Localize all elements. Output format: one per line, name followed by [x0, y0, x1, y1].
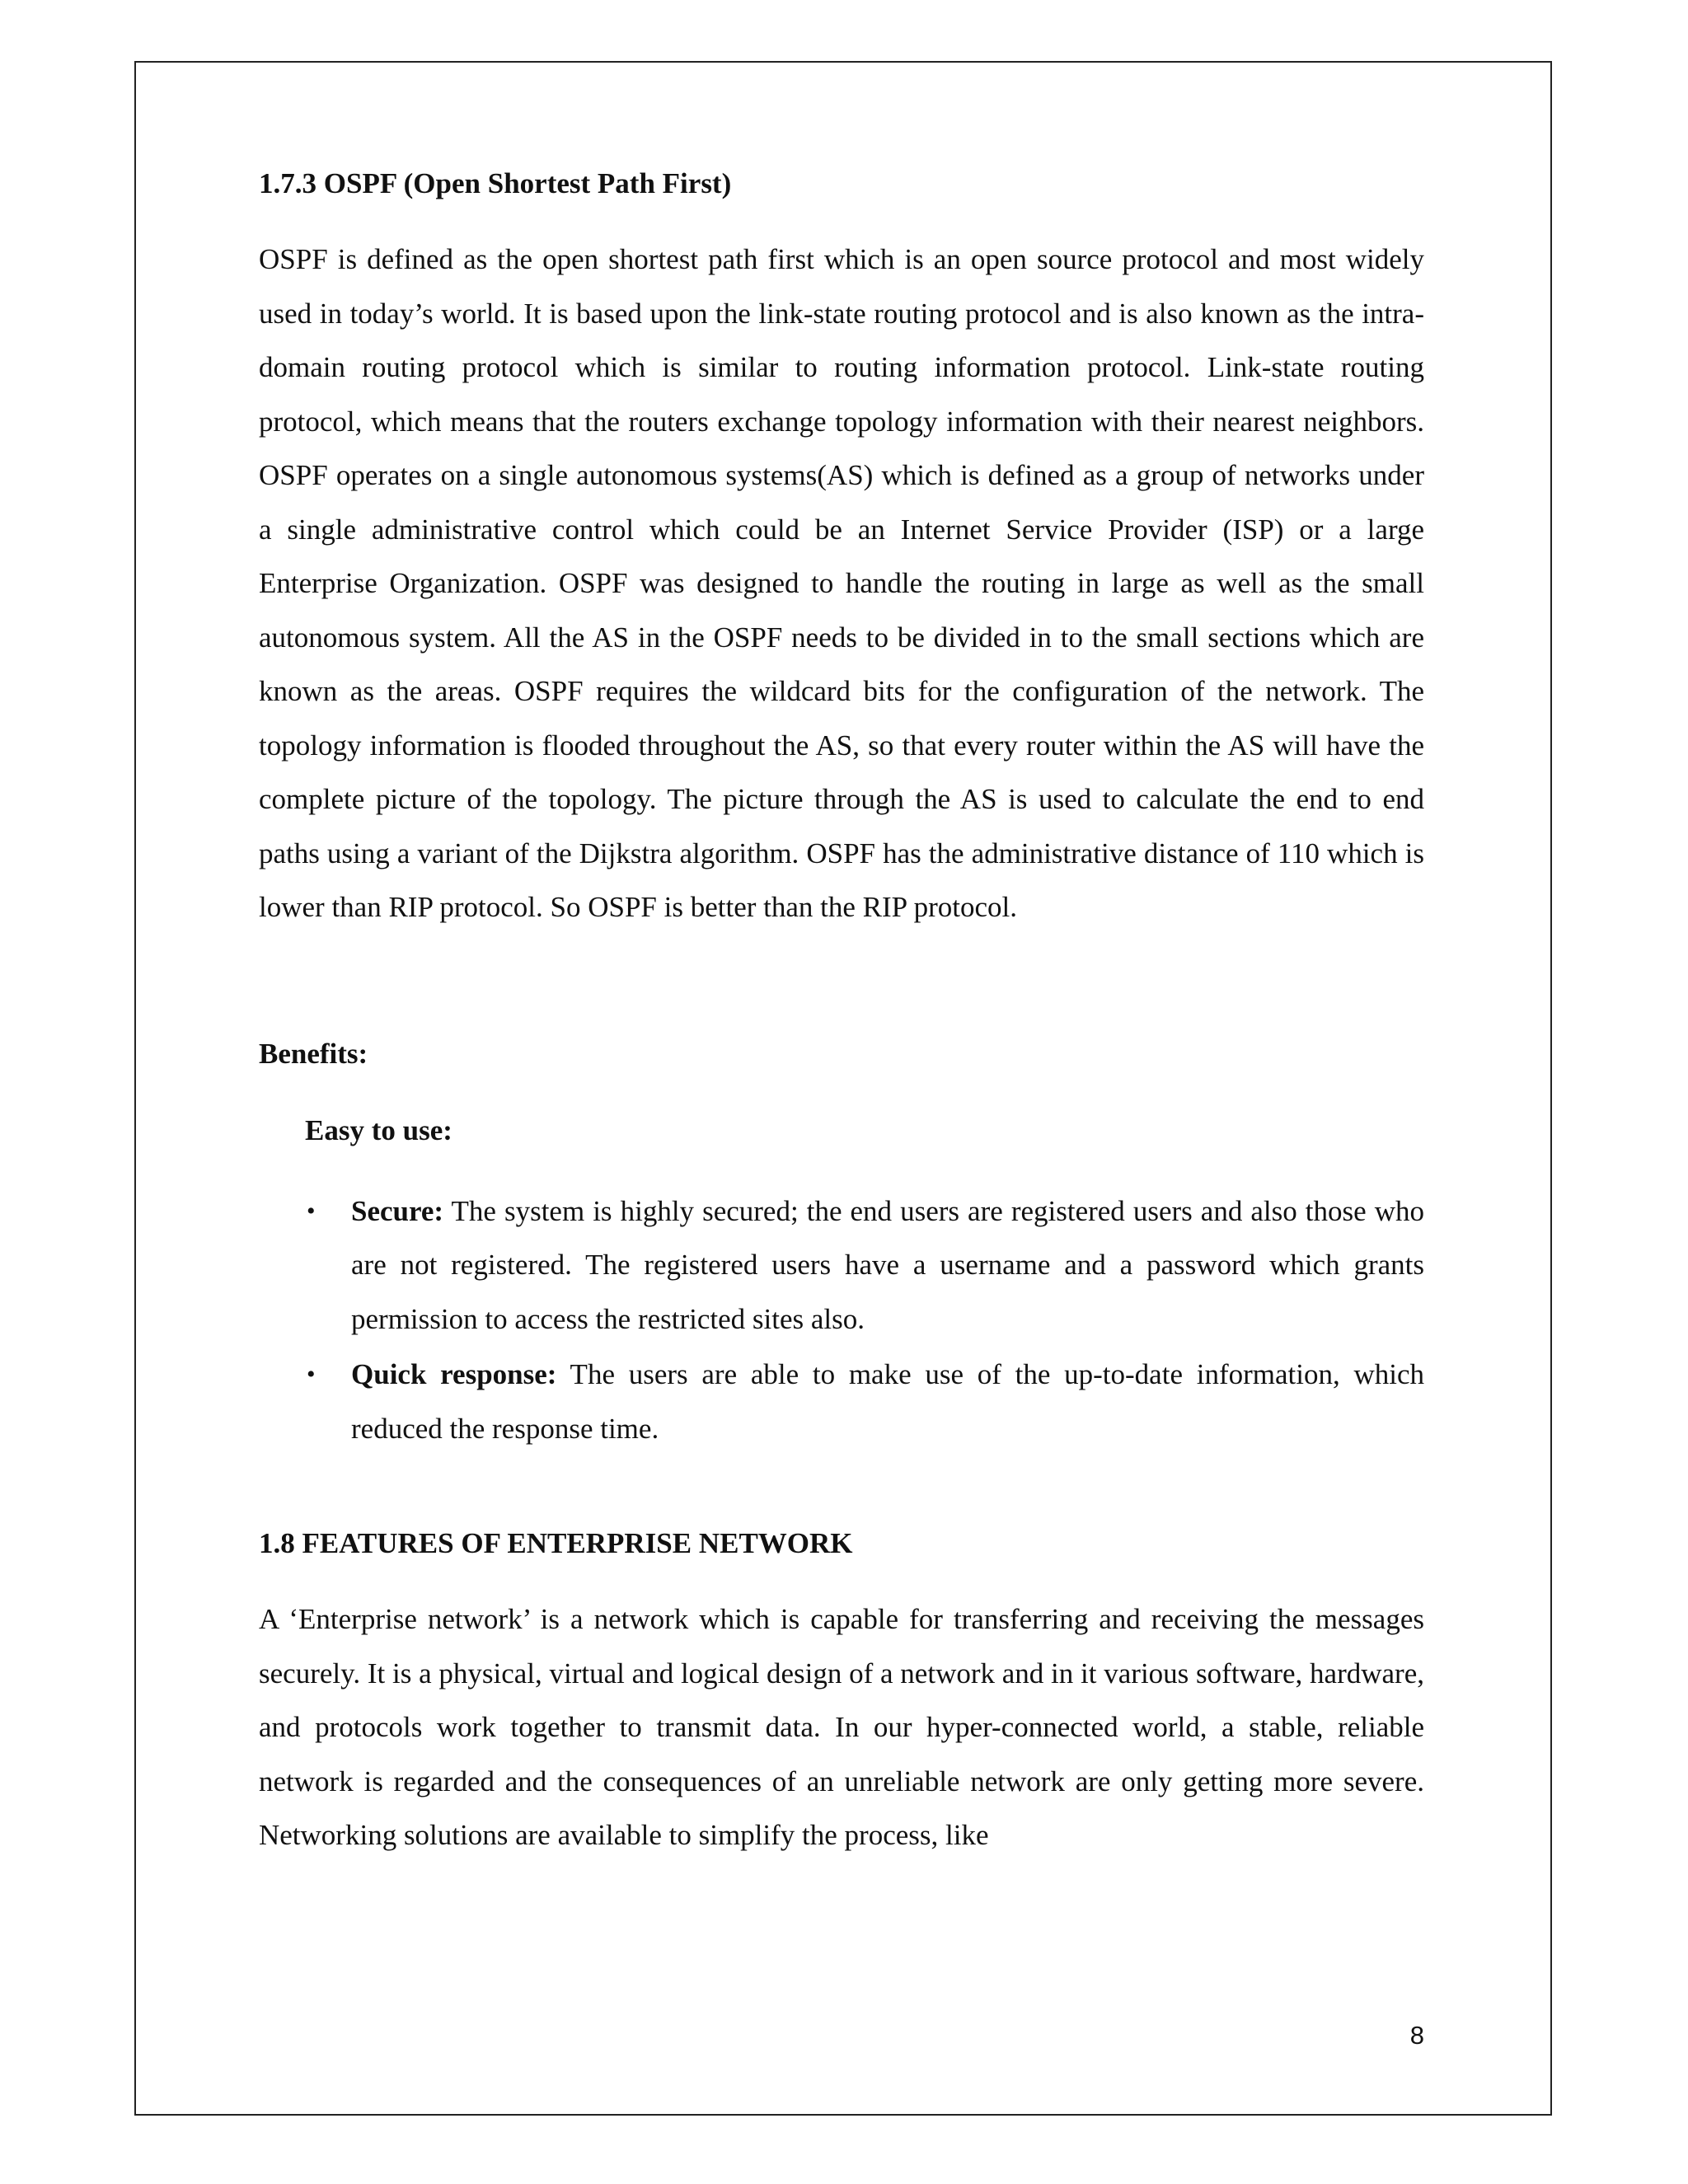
easy-to-use-subheading: Easy to use:	[305, 1113, 452, 1146]
benefit-text: The system is highly secured; the end users are registered users and also those who are not registered. The registered users have a username and a password which grants permission to access the restricted sites also.	[351, 1194, 1424, 1335]
benefit-item-quick-response	[259, 1347, 1424, 1455]
bullet-icon: •	[307, 1197, 316, 1225]
features-paragraph: A ‘Enterprise network’ is a network which is capable for transferring and receiving the messages securely. It is a physical, virtual and logical design of a network and in it various software, hardware, and protocols work together to transmit data. In our hyper-connected world, a stable, reliable network is regarded and the consequences of an unreliable network are only getting more severe. Networking solutions are available to simplify the process, like	[259, 1603, 1424, 1851]
section-heading-features: 1.8 FEATURES OF ENTERPRISE NETWORK	[259, 1527, 853, 1559]
benefit-item-secure	[259, 1184, 1424, 1347]
page-number: 8	[1409, 2021, 1424, 2050]
benefits-heading: Benefits:	[259, 1037, 368, 1070]
ospf-paragraph: OSPF is defined as the open shortest path first which is an open source protocol and most widely used in today’s world. It is based upon the link-state routing protocol and is also known as the intra-domain routing protocol which is similar to routing information protocol. Link-state routing protocol, which means that the routers exchange topology information with their nearest neighbors. OSPF operates on a single autonomous systems(AS) which is defined as a group of networks under a single administrative control which could be an Internet Service Provider (ISP) or a large Enterprise Organization. OSPF was designed to handle the routing in large as well as the small autonomous system. All the AS in the OSPF needs to be divided in to the small sections which are known as the areas. OSPF requires the wildcard bits for the configuration of the network. The topology information is flooded throughout the AS, so that every router within the AS will have the complete picture of the topology. The picture through the AS is used to calculate the end to end paths using a variant of the Dijkstra algorithm. OSPF has the administrative distance of 110 which is lower than RIP protocol. So OSPF is better than the RIP protocol.	[259, 243, 1424, 923]
benefit-term: Quick response:	[351, 1358, 557, 1390]
benefit-text: The users are able to make use of the up-to-date information, which reduced the response time.	[351, 1358, 1424, 1445]
bullet-icon: •	[307, 1361, 316, 1388]
benefits-list	[259, 1184, 1424, 1456]
page-content	[259, 163, 1424, 1863]
section-heading-ospf: 1.7.3 OSPF (Open Shortest Path First)	[259, 167, 732, 199]
benefit-term: Secure:	[351, 1194, 444, 1227]
